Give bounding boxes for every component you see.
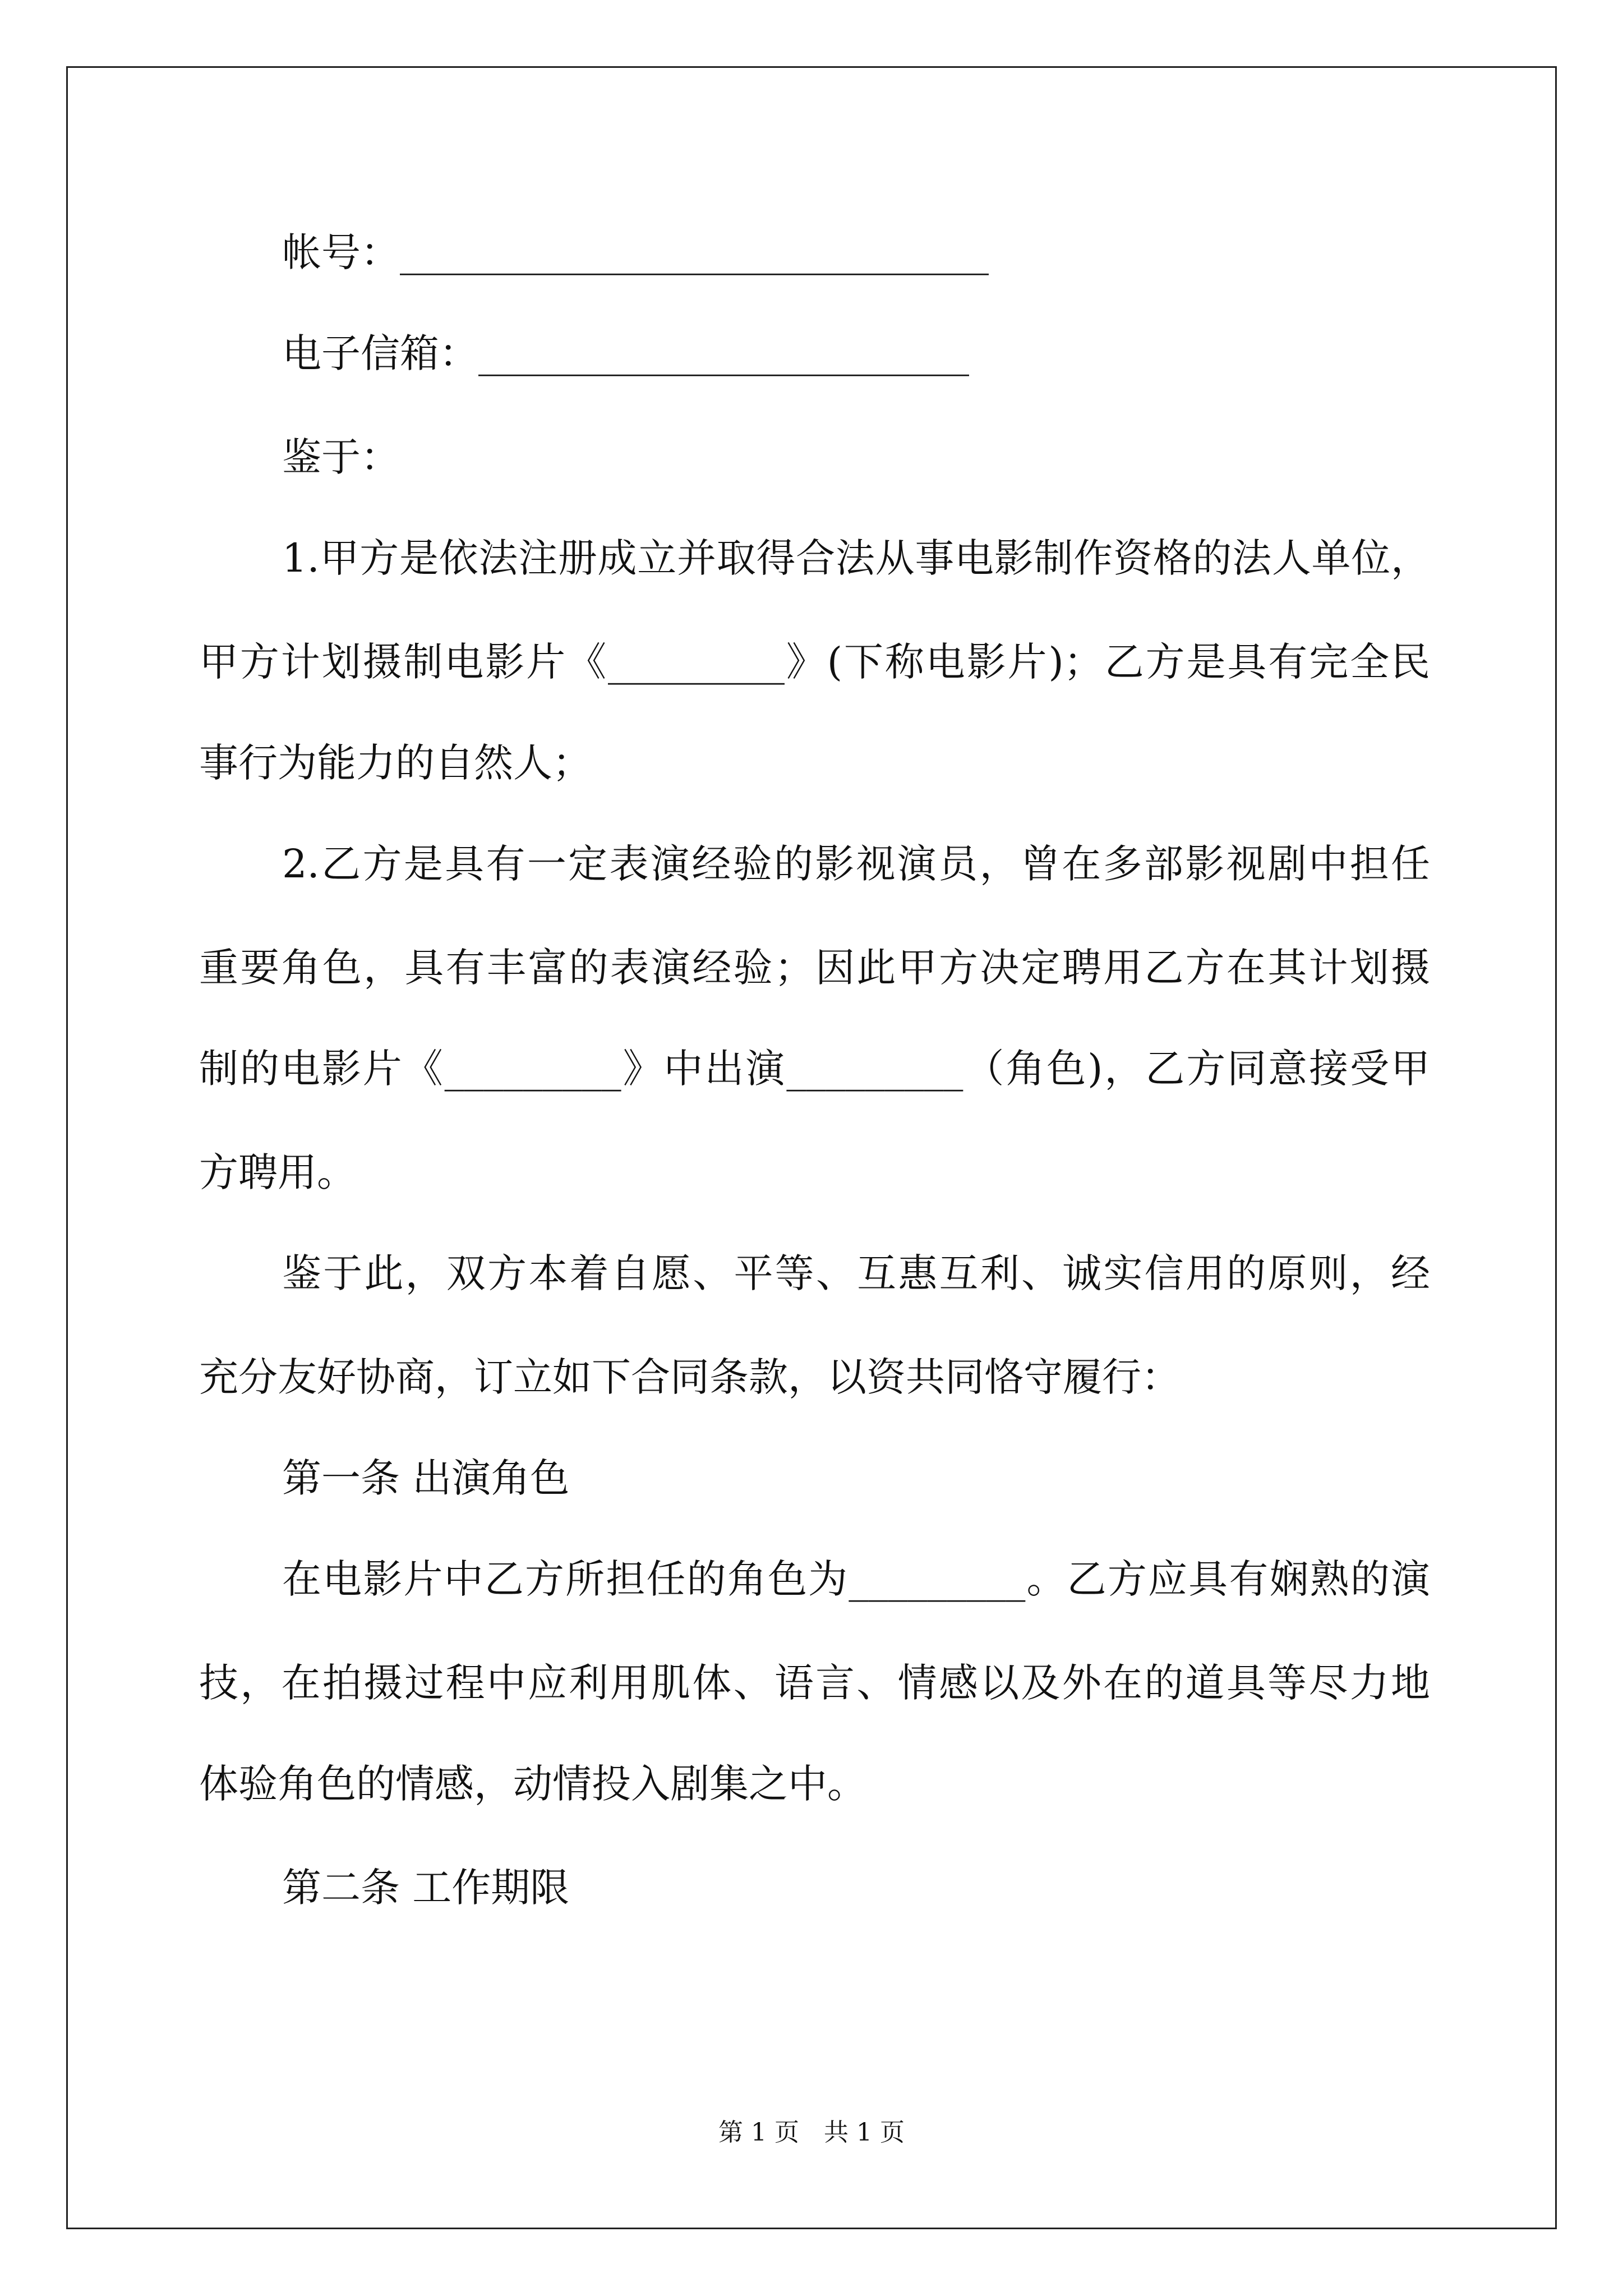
clause-2-line-3: 制的电影片《_________》中出演_________（角色)，乙方同意接受甲 bbox=[199, 1046, 1430, 1092]
page-footer bbox=[0, 2116, 1623, 2150]
clause-1-line-2: 甲方计划摄制电影片《_________》(下称电影片)；乙方是具有完全民 bbox=[199, 639, 1430, 685]
clause-1-line-3: 事行为能力的自然人； bbox=[199, 740, 592, 786]
article-1-line-3: 体验角色的情感，动情投入剧集之中。 bbox=[199, 1761, 866, 1807]
whereas-heading: 鉴于： bbox=[282, 434, 400, 480]
article-1-line-2: 技，在拍摄过程中应利用肌体、语言、情感以及外在的道具等尽力地 bbox=[199, 1660, 1430, 1706]
clause-1-line-1: 1.甲方是依法注册成立并取得合法从事电影制作资格的法人单位， bbox=[282, 535, 1430, 581]
article-1-heading: 第一条 出演角色 bbox=[282, 1455, 570, 1501]
email-line: 电子信箱：_________________________ bbox=[282, 330, 969, 376]
clause-2-line-2: 重要角色，具有丰富的表演经验；因此甲方决定聘用乙方在其计划摄 bbox=[199, 945, 1430, 991]
article-1-line-1: 在电影片中乙方所担任的角色为_________。乙方应具有娴熟的演 bbox=[282, 1556, 1430, 1602]
clause-2-line-4: 方聘用。 bbox=[199, 1149, 356, 1195]
principle-line-1: 鉴于此，双方本着自愿、平等、互惠互利、诚实信用的原则，经 bbox=[282, 1250, 1430, 1296]
page-number-label: 第 1 页 共 1 页 bbox=[718, 2118, 905, 2147]
principle-line-2: 充分友好协商，订立如下合同条款，以资共同恪守履行： bbox=[199, 1354, 1181, 1400]
article-2-heading: 第二条 工作期限 bbox=[282, 1865, 570, 1911]
account-line: 帐号：______________________________ bbox=[282, 229, 989, 275]
clause-2-line-1: 2.乙方是具有一定表演经验的影视演员，曾在多部影视剧中担任 bbox=[282, 841, 1430, 887]
